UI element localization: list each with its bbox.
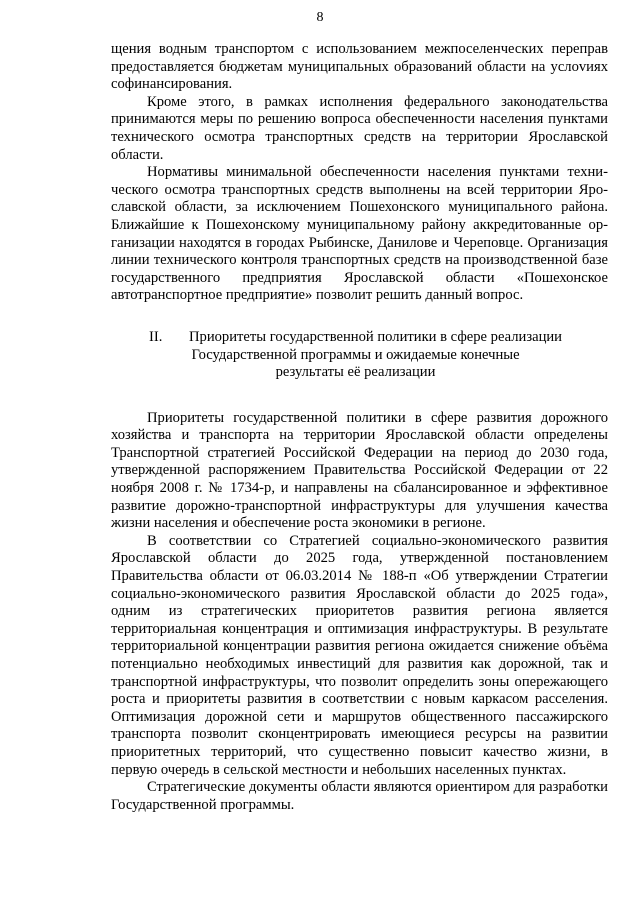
paragraph-regional-strategy: В соответствии со Стратегией социально-экономического развития Ярославской области до 2025 года, утвержденной постановлением Правительства области от 06.03.2014 № 188-п «Об утверждении Стратегии социально-экономического развития Ярославской области до 2025 года», одним из стратегических приоритетов развития региона является территориальная концентрация и оптимизация инфраструктуры. В результате территориальной концентрации развития региона ожидается снижение объёма потенциально необходимых инвестиций для развития как дорожной, так и транспортной инфраструктуры, что позволит определить зоны опережающего роста и приоритеты развития в соответствии с новым каркасом расселения. Оптимизация дорожной сети и маршрутов общественного пассажирского транспорта позволит сконцентрировать имеющиеся ресурсы на развитии приоритетных территорий, что существенно повысит качество жизни, в первую очередь в сельской местности и небольших населенных пунктах.: [111, 532, 608, 778]
section-heading-line-2: Государственной программы и ожидаемые конечные: [191, 346, 520, 363]
paragraph-inspection-measures: Кроме этого, в рамках исполнения федерального законодательства принимаются меры по решению вопроса обеспеченности населения пунктами технического осмотра транспортных средств на территории Ярославской области.: [111, 93, 608, 163]
paragraph-ferry-subsidy: щения водным транспортом с использованием межпоселенческих переправ предоставляется бюджетам муниципальных образований области на услоvиях софинансирования.: [111, 41, 608, 93]
paragraph-strategic-documents: Стратегические документы области являются ориентиром для разработки Государственной программы.: [111, 779, 608, 813]
section-heading-line-3: результаты её реализации: [275, 364, 436, 381]
document-body: [111, 41, 608, 814]
page-number: 8: [316, 10, 324, 25]
paragraph-inspection-norms: Нормативы минимальной обеспеченности населения пунктами технического осмотра транспортных средств выполнены на всей территории Ярославской области, за исключением Пошехонского муниципального района. Ближайшие к Пошехонскому муниципальному району аккредитованные организации находятся в городах Рыбинске, Данилове и Череповце. Организация линии технического контроля транспортных средств на производственной базе государственного предприятия Ярославской области «Пошехонское автотранспортное предприятие» позволит решить данный вопрос.: [111, 164, 608, 304]
section-heading-line-1: Приоритеты государственной политики в сфере реализации: [188, 328, 562, 345]
section-heading: [111, 329, 608, 382]
paragraph-transport-strategy: Приоритеты государственной политики в сфере развития дорожного хозяйства и транспорта на территории Ярославской области определены Транспортной стратегией Российской Федерации на период до 2030 года, утвержденной распоряжением Правительства Российской Федерации от 22 ноября 2008 г. № 1734-р, и направлены на сбалансированное и эффективное развитие дорожно-транспортной инфраструктуры для улучшения качества жизни населения и обеспечение роста экономики в регионе.: [111, 409, 608, 532]
section-numeral: II.: [148, 328, 163, 345]
